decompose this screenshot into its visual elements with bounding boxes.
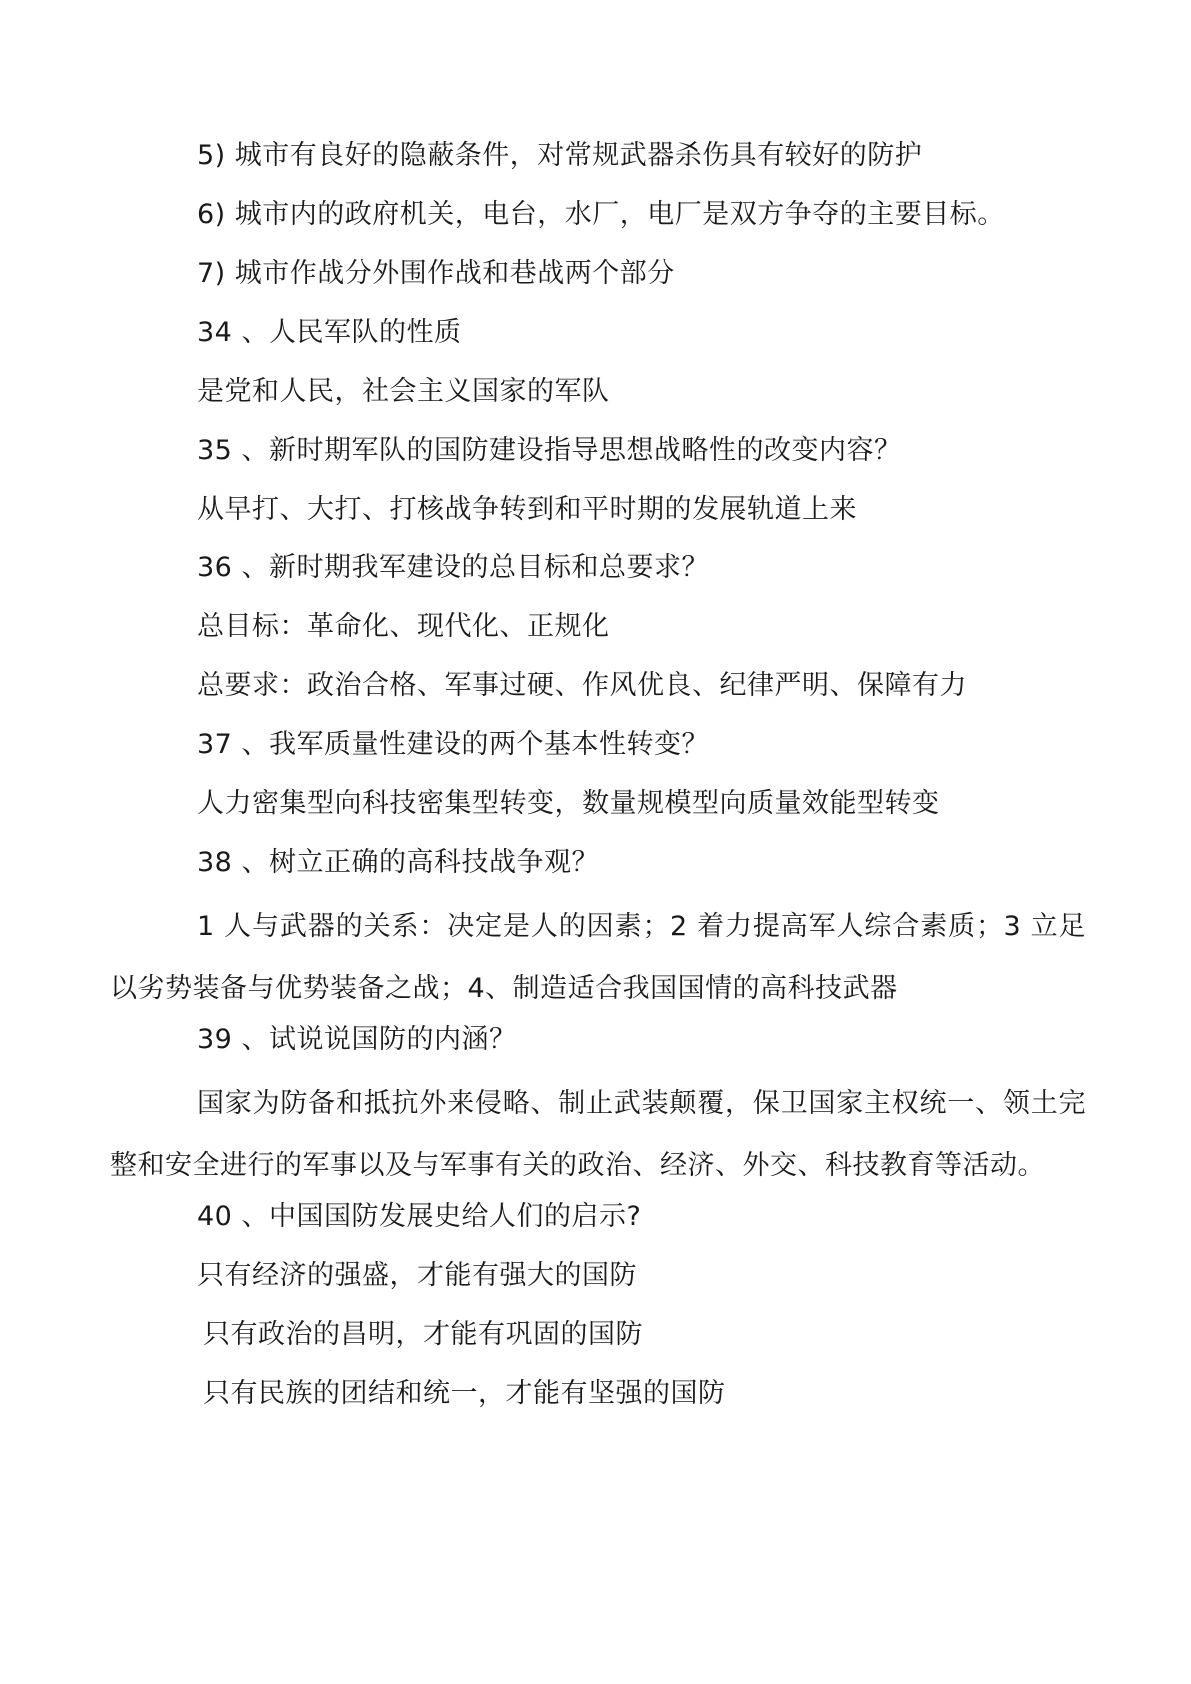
question-38: 38 、树立正确的高科技战争观？ [197,847,599,878]
question-40: 40 、中国国防发展史给人们的启示? [197,1201,642,1232]
question-36: 36 、新时期我军建设的总目标和总要求？ [197,552,709,583]
answer-34: 是党和人民，社会主义国家的军队 [197,376,610,407]
answer-40-economy: 只有经济的强盛，才能有强大的国防 [197,1260,637,1291]
answer-40-unity: 只有民族的团结和统一，才能有坚强的国防 [203,1378,726,1409]
list-item-7: 7) 城市作战分外围作战和巷战两个部分 [197,258,675,289]
answer-38: 1 人与武器的关系：决定是人的因素；2 着力提高军人综合素质；3 立足以劣势装备与优势装备之战；4、制造适合我国国情的高科技武器 [110,911,1086,1004]
question-35: 35 、新时期军队的国防建设指导思想战略性的改变内容？ [197,435,902,466]
answer-39: 国家为防备和抵抗外来侵略、制止武装颠覆，保卫国家主权统一、领土完整和安全进行的军事以及与军事有关的政治、经济、外交、科技教育等活动。 [110,1088,1086,1181]
question-39: 39 、试说说国防的内涵？ [197,1024,517,1055]
list-item-6: 6) 城市内的政府机关，电台，水厂，电厂是双方争夺的主要目标。 [197,199,1005,230]
list-item-5: 5) 城市有良好的隐蔽条件，对常规武器杀伤具有较好的防护 [197,140,923,171]
question-37: 37 、我军质量性建设的两个基本性转变？ [197,729,709,760]
answer-35: 从早打、大打、打核战争转到和平时期的发展轨道上来 [197,494,857,525]
question-34: 34 、人民军队的性质 [197,317,462,348]
answer-37: 人力密集型向科技密集型转变，数量规模型向质量效能型转变 [197,788,940,819]
answer-36-goal: 总目标：革命化、现代化、正规化 [197,611,610,642]
answer-40-politics: 只有政治的昌明，才能有巩固的国防 [203,1319,643,1350]
answer-36-requirement: 总要求：政治合格、军事过硬、作风优良、纪律严明、保障有力 [197,670,967,701]
